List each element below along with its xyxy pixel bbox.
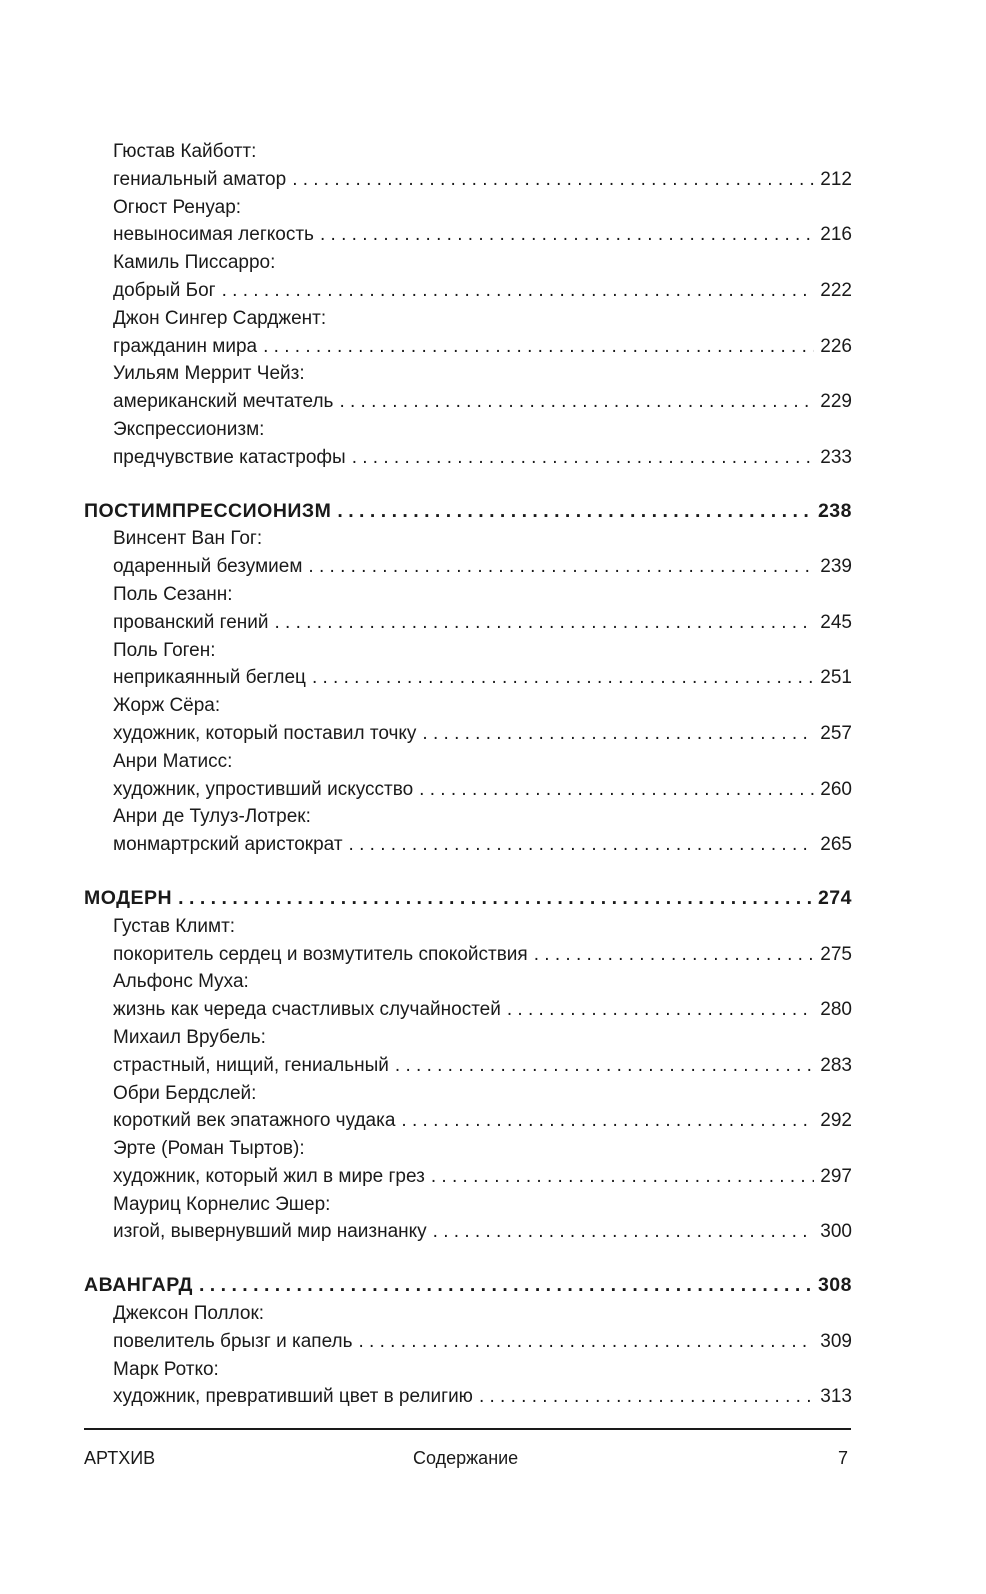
entry-page-number: 245: [820, 611, 852, 633]
section-page-number: 274: [817, 886, 852, 909]
entry-title: гражданин мира: [113, 335, 258, 357]
dot-leader: [292, 166, 814, 194]
entry-page-number: 226: [820, 335, 852, 357]
section-title: АВАНГАРД: [84, 1274, 193, 1297]
entry-title: прованский гений: [113, 611, 269, 633]
entry-author: Густав Климт:: [113, 915, 236, 937]
entry-title-line: [84, 609, 852, 637]
toc-entry: [84, 1080, 852, 1136]
entry-title: невыносимая легкость: [113, 224, 314, 246]
entry-title-line: [84, 776, 852, 804]
dot-leader: [359, 1328, 815, 1356]
entry-page-number: 275: [820, 943, 852, 965]
entry-author: Уильям Меррит Чейз:: [113, 363, 305, 385]
entry-author: Поль Сезанн:: [113, 583, 233, 605]
entry-author: Мауриц Корнелис Эшер:: [113, 1193, 331, 1215]
entry-title: художник, который поставил точку: [113, 722, 417, 744]
entry-title: короткий век эпатажного чудака: [113, 1110, 396, 1132]
entry-page-number: 260: [820, 778, 852, 800]
toc-section-heading: [84, 885, 852, 913]
entry-author: Джексон Поллок:: [113, 1303, 265, 1325]
toc-entry: [84, 249, 852, 305]
entry-title-line: [84, 1163, 852, 1191]
toc-entry: [84, 138, 852, 194]
entry-title: художник, который жил в мире грез: [113, 1165, 425, 1187]
entry-author: Гюстав Кайботт:: [113, 141, 257, 162]
entry-title-line: [84, 553, 852, 581]
entry-title: неприкаянный беглец: [113, 667, 306, 689]
toc-entry: [84, 748, 852, 804]
toc-entry: [84, 525, 852, 581]
entry-page-number: 283: [820, 1054, 852, 1076]
dot-leader: [433, 1218, 814, 1246]
toc-entry: [84, 1300, 852, 1356]
toc-entry: [84, 637, 852, 693]
entry-title-line: [84, 1218, 852, 1246]
entry-page-number: 222: [820, 279, 852, 301]
dot-leader: [352, 444, 814, 472]
entry-title-line: [84, 1328, 852, 1356]
entry-title: монмартрский аристократ: [113, 834, 343, 856]
entry-title: добрый Бог: [113, 279, 216, 301]
entry-title: гениальный аматор: [113, 168, 287, 190]
entry-author: Джон Сингер Сарджент:: [113, 307, 327, 329]
footer-section-title: Содержание: [413, 1448, 519, 1468]
entry-page-number: 309: [820, 1330, 852, 1352]
entry-page-number: 280: [820, 999, 852, 1021]
entry-page-number: 300: [820, 1221, 852, 1243]
footer-publisher: АРТХИВ: [84, 1448, 156, 1468]
entry-title-line: [84, 1052, 852, 1080]
entry-author: Михаил Врубель:: [113, 1026, 266, 1048]
dot-leader: [320, 221, 814, 249]
entry-author: Поль Гоген:: [113, 639, 216, 661]
entry-title: страстный, нищий, гениальный: [113, 1054, 389, 1076]
entry-title-line: [84, 941, 852, 969]
entry-title: жизнь как череда счастливых случайностей: [113, 999, 501, 1021]
toc-entry: [84, 305, 852, 361]
toc-entry: [84, 360, 852, 416]
dot-leader: [349, 831, 814, 859]
dot-leader: [507, 996, 814, 1024]
dot-leader: [534, 941, 814, 969]
entry-title: изгой, вывернувший мир наизнанку: [113, 1221, 427, 1243]
entry-title-line: [84, 221, 852, 249]
entry-title-line: [84, 388, 852, 416]
table-of-contents: [84, 138, 852, 1411]
toc-section-heading: [84, 1272, 852, 1300]
toc-section-heading: [84, 498, 852, 526]
entry-title: повелитель брызг и капель: [113, 1330, 353, 1352]
entry-title-line: [84, 333, 852, 361]
entry-page-number: 229: [820, 391, 852, 413]
toc-entry: [84, 194, 852, 250]
dot-leader: [337, 498, 814, 526]
entry-title-line: [84, 1383, 852, 1411]
dot-leader: [312, 664, 814, 692]
toc-entry: [84, 1191, 852, 1247]
footer-page-number: 7: [838, 1448, 849, 1468]
dot-leader: [308, 553, 814, 581]
entry-page-number: 212: [820, 168, 852, 190]
dot-leader: [431, 1163, 814, 1191]
dot-leader: [274, 609, 814, 637]
toc-entry: [84, 416, 852, 472]
entry-author: Экспрессионизм:: [113, 418, 265, 440]
entry-title-line: [84, 831, 852, 859]
section-title: МОДЕРН: [84, 886, 173, 909]
toc-entry: [84, 803, 852, 859]
toc-entry: [84, 1135, 852, 1191]
entry-author: Камиль Писсарро:: [113, 252, 276, 274]
toc-entry: [84, 1356, 852, 1412]
entry-page-number: 292: [820, 1110, 852, 1132]
dot-leader: [199, 1272, 814, 1300]
entry-title-line: [84, 664, 852, 692]
dot-leader: [222, 277, 814, 305]
entry-title-line: [84, 996, 852, 1024]
dot-leader: [479, 1383, 814, 1411]
toc-entry: [84, 692, 852, 748]
entry-title-line: [84, 1107, 852, 1135]
dot-leader: [401, 1107, 814, 1135]
section-title: ПОСТИМПРЕССИОНИЗМ: [84, 499, 332, 522]
entry-author: Винсент Ван Гог:: [113, 528, 263, 550]
entry-author: Огюст Ренуар:: [113, 196, 242, 218]
entry-author: Марк Ротко:: [113, 1358, 219, 1380]
entry-title-line: [84, 277, 852, 305]
entry-page-number: 239: [820, 556, 852, 578]
entry-title: предчувствие катастрофы: [113, 446, 346, 468]
entry-title-line: [84, 720, 852, 748]
toc-entry: [84, 913, 852, 969]
entry-author: Обри Бердслей:: [113, 1082, 257, 1104]
entry-title: художник, упростивший искусство: [113, 778, 414, 800]
entry-title: покоритель сердец и возмутитель спокойствия: [113, 943, 528, 965]
entry-title-line: [84, 444, 852, 472]
entry-page-number: 216: [820, 224, 852, 246]
entry-page-number: 297: [820, 1165, 852, 1187]
entry-author: Эрте (Роман Тыртов):: [113, 1138, 305, 1160]
toc-entry: [84, 968, 852, 1024]
entry-title: одаренный безумием: [113, 556, 303, 578]
entry-author: Альфонс Муха:: [113, 971, 249, 993]
section-page-number: 308: [817, 1274, 852, 1297]
entry-title: художник, превративший цвет в религию: [113, 1386, 473, 1408]
entry-title-line: [84, 166, 852, 194]
dot-leader: [263, 333, 814, 361]
dot-leader: [422, 720, 814, 748]
entry-page-number: 313: [820, 1386, 852, 1408]
dot-leader: [339, 388, 814, 416]
entry-page-number: 257: [820, 722, 852, 744]
entry-page-number: 265: [820, 834, 852, 856]
entry-page-number: 251: [820, 667, 852, 689]
dot-leader: [395, 1052, 814, 1080]
footer-divider: [84, 1428, 851, 1430]
dot-leader: [419, 776, 814, 804]
entry-author: Анри де Тулуз-Лотрек:: [113, 806, 311, 828]
entry-author: Анри Матисс:: [113, 750, 233, 772]
entry-author: Жорж Сёра:: [113, 695, 221, 717]
dot-leader: [178, 885, 814, 913]
entry-page-number: 233: [820, 446, 852, 468]
toc-entry: [84, 1024, 852, 1080]
entry-title: американский мечтатель: [113, 391, 334, 413]
section-page-number: 238: [817, 499, 852, 522]
toc-entry: [84, 581, 852, 637]
